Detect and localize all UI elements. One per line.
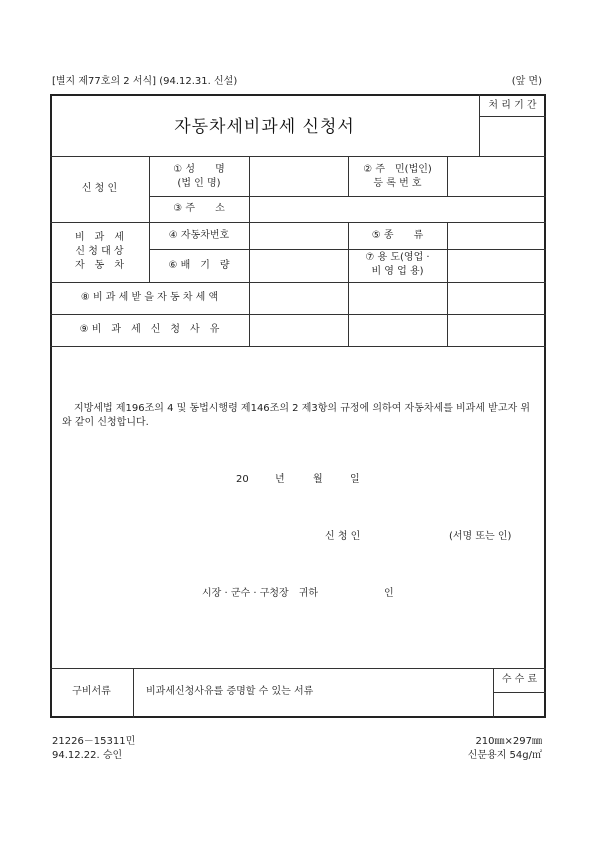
seal-mark: 인 xyxy=(384,588,394,599)
application-statement: 지방세법 제196조의 4 및 동법시행령 제146조의 2 제3항의 규정에 의하여 자동차세를 비과세 받고자 위와 같이 신청합니다. xyxy=(62,403,531,428)
date-month-unit: 월 xyxy=(313,474,323,485)
page-side-label: (앞 면) xyxy=(511,76,542,87)
vehicle-use-field[interactable] xyxy=(450,252,542,279)
documents-label-border xyxy=(133,668,134,718)
registration-number-label: ② 주 민(법인) xyxy=(363,164,432,175)
vehicle-use-label: ⑦ 용 도(영업 · xyxy=(365,252,430,263)
name-label: ① 성 명 xyxy=(173,164,225,175)
vehicle-use-label-line2: 비 영 업 용) xyxy=(371,266,424,277)
exempt-reason-label: ⑨ 비 과 세 신 청 사 유 xyxy=(79,324,220,335)
signature-note: (서명 또는 인) xyxy=(449,531,512,542)
processing-period-divider xyxy=(479,116,546,117)
reason-row-divider xyxy=(50,346,546,347)
processing-period-label: 처 리 기 간 xyxy=(488,100,537,111)
paper-type: 신문용지 54g/㎡ xyxy=(467,750,542,761)
form-title: 자동차세비과세 신청서 xyxy=(174,117,355,137)
displacement-field[interactable] xyxy=(252,252,344,279)
vehicle-kind-label: ⑤ 종 류 xyxy=(371,230,424,241)
exempt-reason-field[interactable] xyxy=(252,317,542,343)
applicant-section-label: 신 청 인 xyxy=(81,183,118,194)
corporate-name-label: (법 인 명) xyxy=(177,178,221,189)
required-documents-label: 구비서류 xyxy=(72,686,111,697)
name-row-divider xyxy=(149,196,546,197)
name-field[interactable] xyxy=(252,160,344,192)
date-day-unit: 일 xyxy=(350,474,360,485)
regno-label-left-border xyxy=(348,156,349,196)
fee-divider xyxy=(493,692,546,693)
statement-area-divider xyxy=(50,668,546,669)
vehicle-kind-field[interactable] xyxy=(450,225,542,246)
vehicle-section-label-line2: 신 청 대 상 xyxy=(75,246,124,257)
addressee: 시장 · 군수 · 구청장 귀하 xyxy=(202,588,319,599)
fee-field[interactable] xyxy=(496,695,542,715)
date-year-prefix: 20 xyxy=(236,474,249,485)
regno-label-right-border xyxy=(447,156,448,196)
applicant-section-divider xyxy=(50,222,546,223)
plate-number-label: ④ 자동차번호 xyxy=(168,230,230,241)
form-reference: [별지 제77호의 2 서식] (94.12.31. 신설) xyxy=(52,76,238,87)
plate-number-field[interactable] xyxy=(252,225,344,246)
address-label: ③ 주 소 xyxy=(173,203,225,214)
date-year-unit: 년 xyxy=(275,474,285,485)
exempt-tax-amount-label: ⑧ 비 과 세 받 을 자 동 차 세 액 xyxy=(80,292,219,303)
form-code: 21226－15311민 xyxy=(52,736,136,747)
applicant-signature-label: 신 청 인 xyxy=(325,531,361,542)
title-row-divider xyxy=(50,156,546,157)
registration-number-field[interactable] xyxy=(450,160,542,192)
vehicle-section-divider xyxy=(50,282,546,283)
tax-amount-row-divider xyxy=(50,314,546,315)
vehicle-section-label-line3: 자 동 차 xyxy=(75,260,124,271)
address-field[interactable] xyxy=(252,199,542,219)
registration-number-label-line2: 등 록 번 호 xyxy=(373,178,422,189)
fee-label: 수 수 료 xyxy=(501,674,538,685)
paper-size: 210㎜×297㎜ xyxy=(475,736,542,747)
vehicle-section-label: 비 과 세 xyxy=(75,232,124,243)
required-documents-content: 비과세신청사유를 증명할 수 있는 서류 xyxy=(146,686,314,697)
exempt-tax-amount-field[interactable] xyxy=(252,285,542,311)
value-column-border xyxy=(249,156,250,346)
displacement-label: ⑥ 배 기 량 xyxy=(168,260,230,271)
approval-date: 94.12.22. 승인 xyxy=(52,750,123,761)
